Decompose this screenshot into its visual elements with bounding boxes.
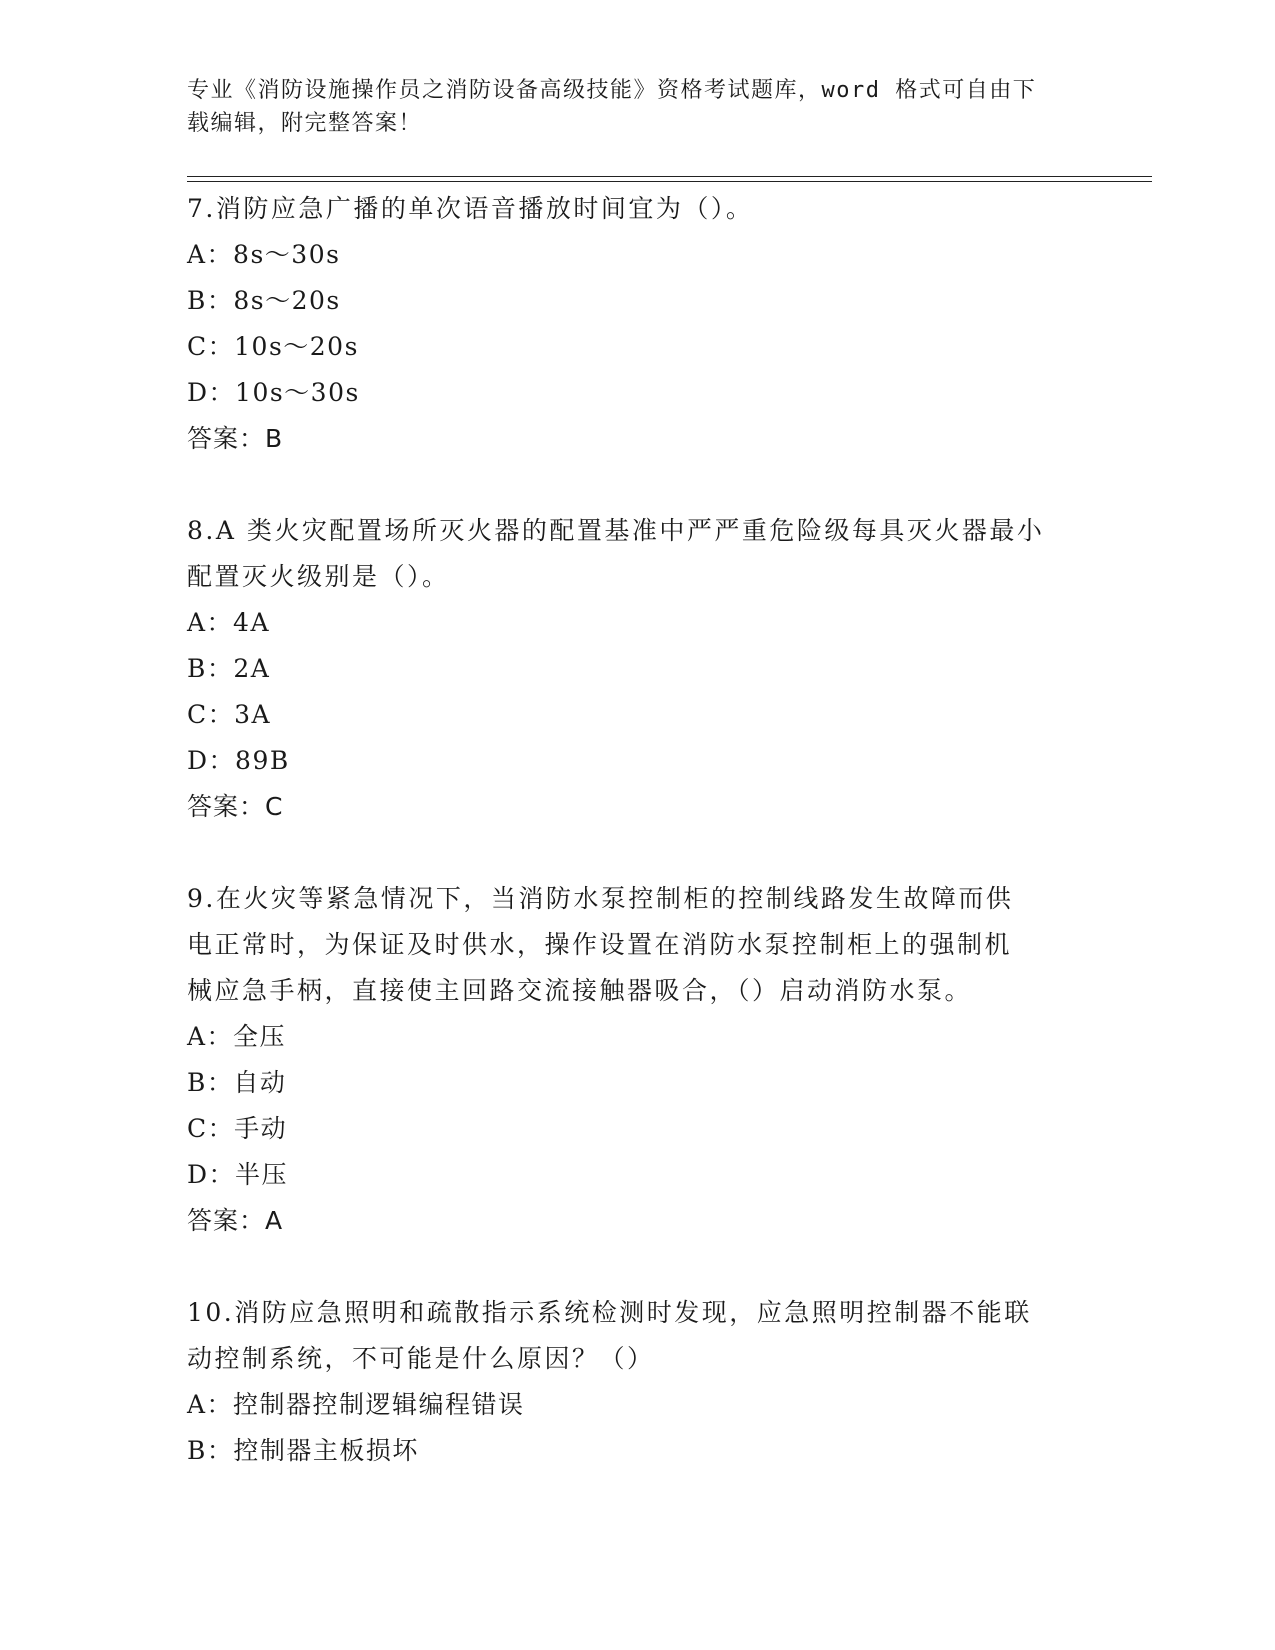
question-text: 械应急手柄，直接使主回路交流接触器吸合，（）启动消防水泵。 — [187, 976, 973, 1005]
option-a: A：全压 — [187, 1022, 287, 1051]
answer: 答案：C — [187, 792, 284, 821]
question-text: 10.消防应急照明和疏散指示系统检测时发现，应急照明控制器不能联 — [187, 1298, 1032, 1327]
header-line-1: 专业《消防设施操作员之消防设备高级技能》资格考试题库，word 格式可自由下 — [187, 78, 1037, 103]
question-8 — [187, 508, 1087, 830]
question-text: 8.A 类火灾配置场所灭火器的配置基准中严严重危险级每具灭火器最小 — [187, 516, 1045, 545]
option-c: C：手动 — [187, 1114, 288, 1143]
option-d: D：半压 — [187, 1160, 289, 1189]
option-b: B：8s～20s — [187, 286, 341, 315]
question-text: 电正常时，为保证及时供水，操作设置在消防水泵控制柜上的强制机 — [187, 930, 1013, 959]
header-divider-top — [187, 176, 1152, 177]
question-list — [187, 186, 1087, 1474]
question-7 — [187, 186, 1087, 462]
question-text: 配置灭火级别是（）。 — [187, 562, 450, 591]
header-line-2: 载编辑，附完整答案！ — [187, 111, 423, 136]
document-header — [187, 74, 1067, 140]
option-b: B：自动 — [187, 1068, 287, 1097]
question-text: 动控制系统，不可能是什么原因？（） — [187, 1344, 655, 1373]
option-b: B：2A — [187, 654, 271, 683]
option-b: B：控制器主板损坏 — [187, 1436, 419, 1465]
option-d: D：89B — [187, 746, 290, 775]
option-c: C：3A — [187, 700, 272, 729]
question-text: 7.消防应急广播的单次语音播放时间宜为（）。 — [187, 194, 754, 223]
option-a: A：8s～30s — [187, 240, 341, 269]
option-c: C：10s～20s — [187, 332, 359, 361]
question-9 — [187, 876, 1087, 1244]
option-a: A：4A — [187, 608, 271, 637]
question-10 — [187, 1290, 1087, 1474]
option-d: D：10s～30s — [187, 378, 360, 407]
answer: 答案：A — [187, 1206, 284, 1235]
header-divider-bottom — [187, 181, 1152, 182]
question-text: 9.在火灾等紧急情况下，当消防水泵控制柜的控制线路发生故障而供 — [187, 884, 1014, 913]
option-a: A：控制器控制逻辑编程错误 — [187, 1390, 525, 1419]
answer: 答案：B — [187, 424, 284, 453]
